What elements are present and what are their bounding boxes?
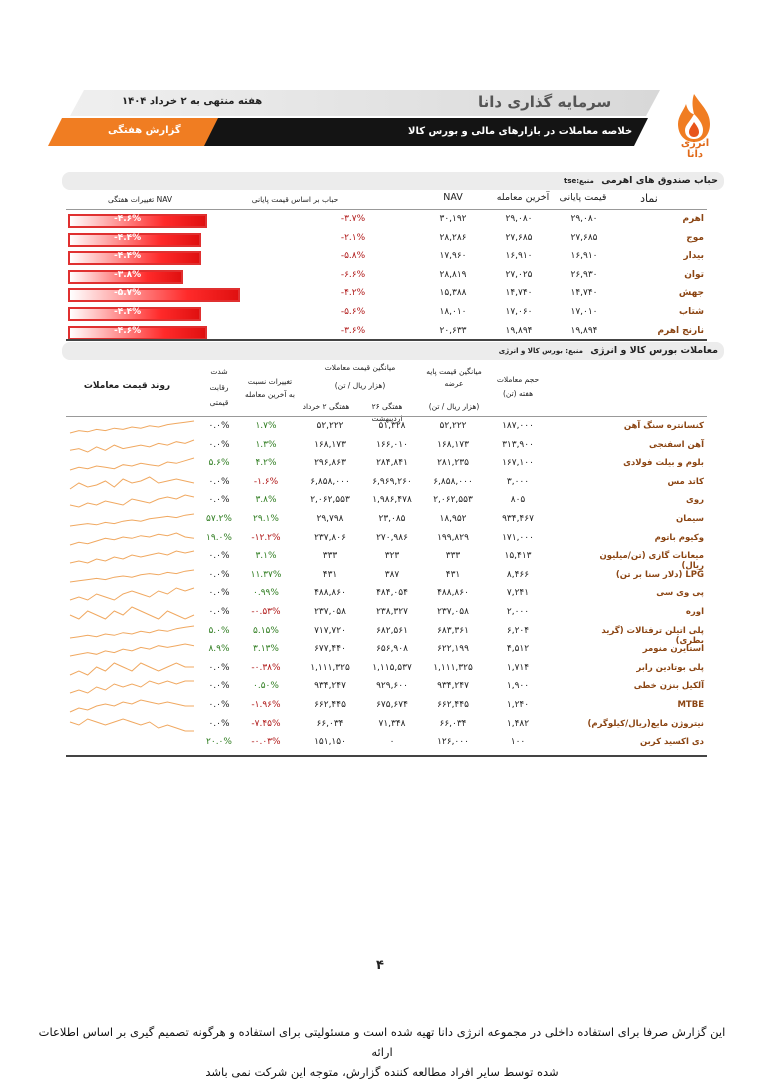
col-competition: شدت: [210, 367, 228, 376]
table2-row: [66, 734, 707, 753]
table2-row: [66, 474, 707, 493]
trade-volume: ۶,۲۰۴: [506, 625, 530, 636]
section1-source: منبع:tse: [563, 177, 594, 185]
section1-title: حباب صندوق های اهرمی: [601, 175, 718, 186]
disclaimer-line-1: این گزارش صرفا برای استفاده داخلی در مجموعه انرژی دانا تهیه شده است و مسئولیتی برای استفاده و هرگونه تصمیم گیری بر اساس اطلاعات ارائه: [38, 1025, 726, 1059]
price-trend-sparkline: [68, 717, 196, 733]
commodity-name: کاتد مس: [667, 476, 704, 487]
base-price: ۲,۰۶۲,۵۵۳: [433, 495, 473, 506]
cur-week-price: ۲۹,۷۹۸: [316, 514, 344, 524]
competition-pct: ۰.۰%: [208, 681, 230, 692]
last-trade: ۱۴,۷۴۰: [505, 288, 533, 299]
col-avg-price: میانگین قیمت معاملات: [324, 363, 396, 372]
trade-volume: ۹۳۴,۴۶۷: [502, 514, 534, 524]
section2-source: منبع: بورس کالا و انرژی: [498, 347, 583, 355]
commodity-name: آهن اسفنجی: [648, 439, 704, 450]
price-trend-sparkline: [68, 512, 196, 528]
base-price: ۱۶۸,۱۷۳: [437, 439, 469, 450]
final-price: ۱۷,۰۱۰: [570, 307, 598, 317]
nav-change-label: -۴.۴%: [114, 251, 142, 262]
commodity-name: پلی اتیلن ترفتالات (گرید بطری): [601, 625, 704, 646]
logo-text: انرژی دانا: [680, 138, 710, 160]
trade-volume: ۲,۰۰۰: [506, 607, 530, 617]
brand-name: سرمایه گذاری دانا: [478, 93, 612, 111]
col-base-price-sub: عرضه: [444, 379, 464, 388]
price-trend-sparkline: [68, 661, 196, 677]
trade-volume: ۸۰۵: [510, 495, 526, 506]
last-trade: ۱۶,۹۱۰: [505, 251, 533, 262]
col-base-price: میانگین قیمت پایه: [426, 367, 482, 376]
table2-row: [66, 567, 707, 586]
price-change: ۱.۳%: [255, 439, 277, 450]
base-price: ۴۳۱: [445, 569, 461, 580]
page-number: ۴: [376, 958, 384, 973]
price-change: ۱.۷%: [255, 421, 277, 431]
competition-pct: ۰.۰%: [208, 551, 230, 562]
table2-row: [66, 678, 707, 697]
report-week: هفته منتهی به ۲ خرداد ۱۴۰۴: [122, 96, 263, 107]
price-trend-sparkline: [68, 605, 196, 621]
cur-week-price: ۱۶۸,۱۷۳: [314, 439, 346, 450]
table2-row: [66, 511, 707, 530]
prev-week-price: ۹۲۹,۶۰۰: [376, 681, 408, 692]
prev-week-price: ۲۳۸,۳۲۷: [376, 607, 408, 617]
price-trend-sparkline: [68, 642, 196, 658]
competition-pct: ۰.۰%: [208, 569, 230, 580]
trade-volume: ۸,۴۶۶: [506, 569, 530, 580]
disclaimer: [30, 1022, 734, 1080]
commodity-name: MTBE: [677, 700, 704, 710]
table2-row: [66, 492, 707, 511]
base-price: ۱۹۹,۸۲۹: [437, 532, 469, 543]
cur-week-price: ۹۳۴,۲۴۷: [314, 681, 346, 692]
col-competition-3: قیمتی: [209, 398, 229, 407]
col-symbol: نماد: [640, 192, 658, 205]
price-trend-sparkline: [68, 456, 196, 472]
commodity-name: پی وی سی: [656, 588, 704, 599]
price-trend-sparkline: [68, 586, 196, 602]
trade-volume: ۴,۵۱۲: [506, 644, 530, 655]
last-trade: ۱۷,۰۶۰: [505, 307, 533, 317]
fund-symbol: نارنج اهرم: [657, 325, 704, 336]
price-change: -۷.۴۵%: [251, 718, 281, 729]
disclaimer-line-2: شده توسط سایر افراد مطالعه کننده گزارش، متوجه این شرکت نمی باشد: [205, 1065, 559, 1079]
table2-row: [66, 697, 707, 716]
table2-row: [66, 418, 707, 437]
last-trade: ۲۹,۰۸۰: [505, 214, 533, 224]
table2-row: [66, 641, 707, 660]
prev-week-price: ۱,۱۱۵,۵۳۷: [372, 662, 412, 673]
col-volume: حجم معاملات: [496, 375, 540, 384]
price-change: -۱.۹۶%: [251, 700, 281, 710]
cur-week-price: ۲۹۶,۸۶۳: [314, 458, 346, 469]
price-trend-sparkline: [68, 624, 196, 640]
col-competition-2: رقابت: [209, 383, 229, 392]
price-change: -۱۲.۲%: [251, 532, 281, 543]
base-price: ۴۸۸,۸۶۰: [437, 588, 469, 599]
bubble-pct: -۵.۶%: [340, 307, 366, 317]
final-price: ۱۴,۷۴۰: [570, 288, 598, 299]
trade-volume: ۳,۰۰۰: [506, 476, 530, 487]
col-prev-week: هفتگی ۲۶ اردیبهشت: [371, 402, 403, 423]
table2-row: [66, 548, 707, 572]
price-change: -۰.۳۸%: [251, 662, 281, 673]
commodity-name: سیمان: [676, 514, 704, 524]
bubble-pct: -۳.۷%: [340, 214, 366, 224]
table2-bottom-rule: [66, 755, 707, 757]
base-price: ۶۶,۰۳۴: [439, 718, 467, 729]
nav-value: ۲۸,۸۱۹: [439, 269, 467, 280]
nav-change-label: -۴.۶%: [114, 214, 142, 224]
competition-pct: ۸.۹%: [208, 644, 230, 655]
prev-week-price: ۲۸۴,۸۴۱: [376, 458, 408, 469]
final-price: ۱۶,۹۱۰: [570, 251, 598, 262]
base-price: ۱۲۶,۰۰۰: [437, 737, 469, 748]
trade-volume: ۷,۲۴۱: [506, 588, 530, 599]
cur-week-price: ۶۷۷,۴۴۰: [314, 644, 346, 655]
competition-pct: ۰.۰%: [208, 588, 230, 599]
table2-row: [66, 623, 707, 646]
price-change: ۳.۸%: [255, 495, 277, 506]
table1-row: [66, 268, 707, 286]
col-change-sub: به آخرین معامله: [245, 390, 295, 399]
price-change: -۰.۰۳%: [251, 737, 281, 748]
section2-title-bar: [62, 342, 724, 360]
nav-value: ۱۸,۰۱۰: [439, 307, 467, 317]
table1-row: [66, 249, 707, 267]
competition-pct: ۵.۰%: [208, 625, 230, 636]
nav-change-label: -۴.۴%: [114, 232, 142, 243]
trade-volume: ۱,۴۸۲: [506, 718, 530, 729]
trade-volume: ۱۰۰: [510, 737, 526, 748]
last-trade: ۱۹,۸۹۴: [505, 325, 533, 336]
final-price: ۲۶,۹۳۰: [570, 269, 598, 280]
commodity-name: نیتروژن مایع(ریال/کیلوگرم): [587, 718, 704, 729]
nav-value: ۲۸,۲۸۶: [439, 232, 467, 243]
cur-week-price: ۳۳۳: [322, 551, 338, 562]
trade-volume: ۱,۷۱۴: [506, 662, 530, 673]
trade-volume: ۱,۲۴۰: [506, 700, 530, 710]
prev-week-price: ۱,۹۸۶,۴۷۸: [372, 495, 412, 506]
commodity-name: بلوم و بیلت فولادی: [623, 458, 704, 469]
trade-volume: ۱۵,۴۱۳: [504, 551, 532, 562]
report-type: گزارش هفتگی: [108, 125, 181, 136]
nav-change-label: -۴.۴%: [114, 307, 142, 317]
price-trend-sparkline: [68, 568, 196, 584]
price-change: ۰.۵۰%: [253, 681, 279, 692]
cur-week-price: ۴۸۸,۸۶۰: [314, 588, 346, 599]
competition-pct: ۵۷.۲%: [206, 514, 232, 524]
price-change: ۳.۱۳%: [253, 644, 279, 655]
base-price: ۳۳۳: [445, 551, 461, 562]
col-last-trade: آخرین معامله: [496, 192, 550, 203]
price-change: -۱.۶%: [253, 476, 279, 487]
table1-row: [66, 305, 707, 323]
col-avg-price-unit: (هزار ریال / تن): [334, 381, 386, 390]
table2-row: [66, 604, 707, 623]
table1-bottom-rule: [66, 339, 707, 341]
cur-week-price: ۲۳۷,۸۰۶: [314, 532, 346, 543]
final-price: ۱۹,۸۹۴: [570, 325, 598, 336]
col-change: تغییرات نسبت: [247, 377, 293, 386]
prev-week-price: ۷۱,۳۴۸: [378, 718, 406, 729]
report-subtitle: خلاصه معاملات در بازارهای مالی و بورس کالا: [408, 126, 633, 137]
competition-pct: ۲۰.۰%: [206, 737, 232, 748]
competition-pct: ۰.۰%: [208, 700, 230, 710]
cur-week-price: ۱۵۱,۱۵۰: [314, 737, 346, 748]
competition-pct: ۰.۰%: [208, 495, 230, 506]
last-trade: ۲۷,۶۸۵: [505, 232, 533, 243]
fund-symbol: موج: [686, 232, 704, 243]
prev-week-price: ۰: [389, 737, 395, 748]
base-price: ۵۲,۲۲۲: [439, 421, 467, 431]
nav-change-bar: [68, 288, 240, 302]
nav-change-label: -۴.۶%: [114, 325, 142, 336]
section1-title-bar: [62, 172, 724, 190]
prev-week-price: ۳۸۷: [384, 569, 400, 580]
commodity-name: پلی بوتادین رابر: [636, 662, 704, 673]
nav-change-label: -۵.۷%: [114, 288, 142, 299]
price-trend-sparkline: [68, 531, 196, 547]
competition-pct: ۰.۰%: [208, 662, 230, 673]
competition-pct: ۰.۰%: [208, 439, 230, 450]
nav-value: ۱۷,۹۶۰: [439, 251, 467, 262]
final-price: ۲۹,۰۸۰: [570, 214, 598, 224]
base-price: ۲۳۷,۰۵۸: [437, 607, 469, 617]
base-price: ۶۶۲,۴۴۵: [437, 700, 469, 710]
price-change: ۴.۲%: [255, 458, 277, 469]
prev-week-price: ۴۸۴,۰۵۴: [376, 588, 408, 599]
price-change: ۳.۱%: [255, 551, 277, 562]
fund-symbol: بیدار: [683, 251, 704, 262]
price-trend-sparkline: [68, 698, 196, 714]
cur-week-price: ۱,۱۱۱,۳۲۵: [310, 662, 350, 673]
table2-header-rule: [66, 416, 707, 417]
trade-volume: ۱۷۱,۰۰۰: [502, 532, 534, 543]
table1-row: [66, 286, 707, 304]
prev-week-price: ۲۷۰,۹۸۶: [376, 532, 408, 543]
fund-symbol: جهش: [678, 288, 704, 299]
trade-volume: ۱,۹۰۰: [506, 681, 530, 692]
col-bubble: حباب بر اساس قیمت پایانی: [251, 195, 339, 204]
prev-week-price: ۳۲۳: [384, 551, 400, 562]
table2-row: [66, 585, 707, 604]
commodity-name: آلکیل بنزن خطی: [633, 681, 704, 692]
col-trend: روند قیمت معاملات: [83, 381, 171, 391]
prev-week-price: ۵۱,۳۲۸: [378, 421, 406, 431]
final-price: ۲۷,۶۸۵: [570, 232, 598, 243]
base-price: ۱,۱۱۱,۳۲۵: [433, 662, 473, 673]
prev-week-price: ۶۵۶,۹۰۸: [376, 644, 408, 655]
col-base-price-unit: (هزار ریال / تن): [428, 402, 480, 411]
price-trend-sparkline: [68, 549, 196, 565]
price-change: ۱۱.۳۷%: [250, 569, 282, 580]
price-trend-sparkline: [68, 438, 196, 454]
competition-pct: ۰.۰%: [208, 607, 230, 617]
commodity-name: دی اکسید کربن: [639, 737, 704, 748]
nav-value: ۱۵,۳۸۸: [439, 288, 467, 299]
prev-week-price: ۱۶۶,۰۱۰: [376, 439, 408, 450]
bubble-pct: -۴.۲%: [340, 288, 366, 299]
price-trend-sparkline: [68, 475, 196, 491]
fund-symbol: اهرم: [682, 214, 704, 224]
table1-row: [66, 231, 707, 249]
competition-pct: ۵.۶%: [208, 458, 230, 469]
trade-volume: ۱۸۷,۰۰۰: [502, 421, 534, 431]
col-nav-change: تغییرات هفتگی NAV: [107, 195, 173, 204]
table1-row: [66, 212, 707, 230]
bubble-pct: -۲.۱%: [340, 232, 366, 243]
competition-pct: ۱۹.۰%: [206, 532, 232, 543]
cur-week-price: ۲۳۷,۰۵۸: [314, 607, 346, 617]
cur-week-price: ۷۱۷,۷۲۰: [314, 625, 346, 636]
last-trade: ۲۷,۰۲۵: [505, 269, 533, 280]
commodity-name: روی: [686, 495, 704, 506]
base-price: ۶,۸۵۸,۰۰۰: [433, 476, 473, 487]
bubble-pct: -۳.۶%: [340, 325, 366, 336]
price-trend-sparkline: [68, 419, 196, 435]
commodity-name: LPG (دلار سنا بر تن): [615, 569, 704, 580]
fund-symbol: توان: [684, 269, 704, 280]
bubble-pct: -۶.۶%: [340, 269, 366, 280]
price-change: -۰.۵۳%: [251, 607, 281, 617]
competition-pct: ۰.۰%: [208, 421, 230, 431]
table2-row: [66, 660, 707, 679]
cur-week-price: ۶۶,۰۳۴: [316, 718, 344, 729]
commodity-name: استایرن منومر: [642, 644, 704, 655]
base-price: ۲۸۱,۲۳۵: [437, 458, 469, 469]
table2-row: [66, 530, 707, 549]
trade-volume: ۱۶۷,۱۰۰: [502, 458, 534, 469]
prev-week-price: ۶۸۲,۵۶۱: [376, 625, 408, 636]
col-final-price: قیمت پایانی: [559, 192, 607, 203]
price-change: ۵.۱۵%: [253, 625, 279, 636]
col-volume-unit: هفته (تن): [502, 389, 534, 398]
prev-week-price: ۶,۹۶۹,۲۶۰: [372, 476, 412, 487]
cur-week-price: ۶,۸۵۸,۰۰۰: [310, 476, 350, 487]
col-nav: NAV: [443, 192, 463, 203]
competition-pct: ۰.۰%: [208, 476, 230, 487]
commodity-name: کنسانتره سنگ آهن: [623, 421, 704, 431]
price-change: ۲۹.۱%: [253, 514, 279, 524]
commodity-name: میعانات گازی (تن/میلیون ریال): [599, 551, 704, 572]
table1-header-rule: [66, 209, 707, 210]
nav-value: ۲۰,۶۳۳: [439, 325, 467, 336]
cur-week-price: ۵۲,۲۲۲: [316, 421, 344, 431]
bubble-pct: -۵.۸%: [340, 251, 366, 262]
base-price: ۹۳۴,۲۴۷: [437, 681, 469, 692]
nav-change-label: -۳.۸%: [114, 269, 142, 280]
commodity-name: وکیوم باتوم: [654, 532, 704, 543]
table2-row: [66, 437, 707, 456]
price-trend-sparkline: [68, 493, 196, 509]
prev-week-price: ۶۷۵,۶۷۴: [376, 700, 408, 710]
base-price: ۶۲۲,۱۹۹: [437, 644, 469, 655]
commodity-name: اوره: [685, 607, 704, 617]
cur-week-price: ۶۶۲,۴۴۵: [314, 700, 346, 710]
trade-volume: ۳۱۳,۹۰۰: [502, 439, 534, 450]
base-price: ۶۸۳,۳۶۱: [437, 625, 469, 636]
col-cur-week: هفتگی ۲ خرداد: [302, 402, 350, 411]
fund-symbol: شتاب: [679, 307, 704, 317]
section2-title: معاملات بورس کالا و انرژی: [590, 345, 718, 356]
cur-week-price: ۲,۰۶۲,۵۵۳: [310, 495, 350, 506]
competition-pct: ۰.۰%: [208, 718, 230, 729]
nav-value: ۳۰,۱۹۲: [439, 214, 467, 224]
cur-week-price: ۴۳۱: [322, 569, 338, 580]
base-price: ۱۸,۹۵۲: [439, 514, 467, 524]
price-trend-sparkline: [68, 679, 196, 695]
table2-row: [66, 716, 707, 735]
table2-row: [66, 455, 707, 474]
prev-week-price: ۲۳,۰۸۵: [378, 514, 406, 524]
price-change: ۰.۹۹%: [253, 588, 279, 599]
